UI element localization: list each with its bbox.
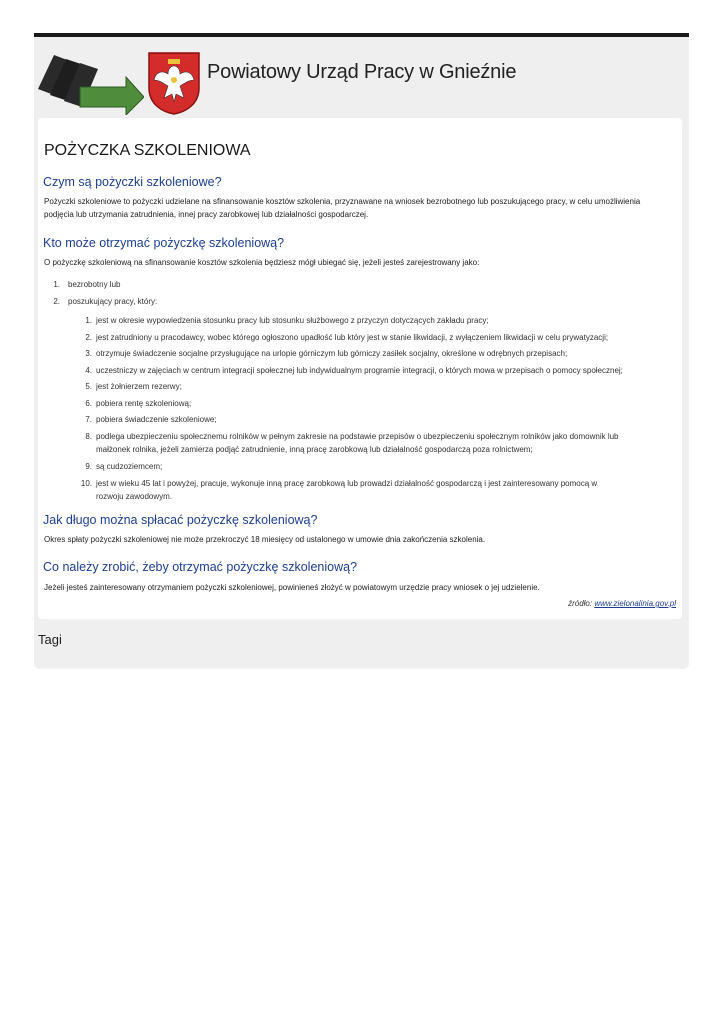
list-number: 1. bbox=[53, 280, 60, 289]
section-text-what-to-do: Jeżeli jesteś zainteresowany otrzymaniem pożyczki szkoleniowej, powinieneś złożyć w powiatowym urzędzie pracy wniosek o jej udzielenie. bbox=[44, 583, 540, 592]
sublist-text: uczestniczy w zajęciach w centrum integracji społecznej lub indywidualnym programie integracji, o których mowa w przepisach o pomocy społecznej; bbox=[96, 366, 623, 375]
sublist-number: 8. bbox=[85, 432, 92, 441]
sublist-number: 6. bbox=[85, 399, 92, 408]
page-frame bbox=[34, 33, 689, 669]
site-header bbox=[34, 37, 689, 117]
section-text-what-line-2: podjęcia lub utrzymania zatrudnienia, innej pracy zarobkowej lub działalności gospodarczej. bbox=[44, 210, 369, 219]
section-heading-how-long: Jak długo można spłacać pożyczkę szkoleniową? bbox=[43, 513, 318, 527]
sublist-number: 3. bbox=[85, 349, 92, 358]
sublist-text: jest w wieku 45 lat i powyżej, pracuje, wykonuje inną pracę zarobkową lub prowadzi działalność gospodarczą i jest zainteresowany pomocą w bbox=[96, 479, 598, 488]
list-item bbox=[38, 295, 678, 309]
sublist-item bbox=[38, 331, 678, 345]
sublist-item bbox=[38, 460, 678, 474]
sublist-text: jest zatrudniony u pracodawcy, wobec którego ogłoszono upadłość lub który jest w stanie likwidacji, z wyłączeniem likwidacji w celu prywatyzacji; bbox=[96, 333, 609, 342]
sublist-text-continued: małżonek rolnika, jeżeli zamierza podjąć zatrudnienie, inną pracę zarobkową lub działalność gospodarczą poza rolnictwem; bbox=[96, 445, 533, 454]
arrow-logo-icon[interactable] bbox=[36, 49, 144, 115]
source-label: źródło: bbox=[568, 599, 593, 608]
sublist-item bbox=[38, 430, 678, 458]
article-panel bbox=[38, 118, 682, 619]
sublist-number: 10. bbox=[80, 479, 92, 488]
list-text: poszukujący pracy, który: bbox=[68, 297, 158, 306]
sublist-text: podlega ubezpieczeniu społecznemu rolników w pełnym zakresie na podstawie przepisów o ubezpieczeniu społecznym rolników jako domownik lub bbox=[96, 432, 619, 441]
page-title: POŻYCZKA SZKOLENIOWA bbox=[44, 142, 251, 159]
section-heading-what: Czym są pożyczki szkoleniowe? bbox=[43, 175, 222, 189]
list-text: bezrobotny lub bbox=[68, 280, 121, 289]
section-text-how-long: Okres spłaty pożyczki szkoleniowej nie może przekroczyć 18 miesięcy od ustalonego w umowie dnia zakończenia szkolenia. bbox=[44, 535, 486, 544]
sublist-item bbox=[38, 477, 678, 505]
section-text-what-line-1: Pożyczki szkoleniowe to pożyczki udzielane na sfinansowanie kosztów szkolenia, przyznawane na wniosek bezrobotnego lub poszukującego pracy, w celu umożliwienia bbox=[44, 197, 641, 206]
site-title: Powiatowy Urząd Pracy w Gnieźnie bbox=[207, 61, 517, 83]
sublist-number: 5. bbox=[85, 382, 92, 391]
sublist-item bbox=[38, 397, 678, 411]
section-intro-who: O pożyczkę szkoleniową na sfinansowanie kosztów szkolenia będziesz mógł ubiegać się, jeżeli jesteś zarejestrowany jako: bbox=[44, 258, 480, 267]
list-item bbox=[38, 278, 678, 292]
coat-of-arms-icon[interactable] bbox=[146, 50, 202, 116]
sublist-text-continued: rozwoju zawodowym. bbox=[96, 492, 173, 501]
tags-heading: Tagi bbox=[38, 632, 62, 647]
sublist-item bbox=[38, 347, 678, 361]
section-heading-who: Kto może otrzymać pożyczkę szkoleniową? bbox=[43, 236, 285, 250]
sublist-text: są cudzoziemcem; bbox=[96, 462, 163, 471]
section-heading-what-to-do: Co należy zrobić, żeby otrzymać pożyczkę szkoleniową? bbox=[43, 560, 358, 574]
sublist-number: 7. bbox=[85, 415, 92, 424]
sublist-item bbox=[38, 364, 678, 378]
list-number: 2. bbox=[53, 297, 60, 306]
source-link[interactable]: www.zielonalinia.gov.pl bbox=[594, 599, 676, 608]
sublist-text: otrzymuje świadczenie socjalne przysługujące na urlopie górniczym lub górniczy zasiłek socjalny, określone w odrębnych przepisach; bbox=[96, 349, 568, 358]
sublist-item bbox=[38, 314, 678, 328]
sublist-number: 2. bbox=[85, 333, 92, 342]
sublist-number: 1. bbox=[85, 316, 92, 325]
sublist-text: pobiera rentę szkoleniową; bbox=[96, 399, 192, 408]
sublist-item bbox=[38, 380, 678, 394]
sublist-text: jest w okresie wypowiedzenia stosunku pracy lub stosunku służbowego z przyczyn dotyczących zakładu pracy; bbox=[96, 316, 489, 325]
sublist-text: jest żołnierzem rezerwy; bbox=[96, 382, 182, 391]
sublist-item bbox=[38, 413, 678, 427]
sublist-text: pobiera świadczenie szkoleniowe; bbox=[96, 415, 217, 424]
source-note bbox=[568, 599, 676, 608]
sublist-number: 4. bbox=[85, 366, 92, 375]
sublist-number: 9. bbox=[85, 462, 92, 471]
